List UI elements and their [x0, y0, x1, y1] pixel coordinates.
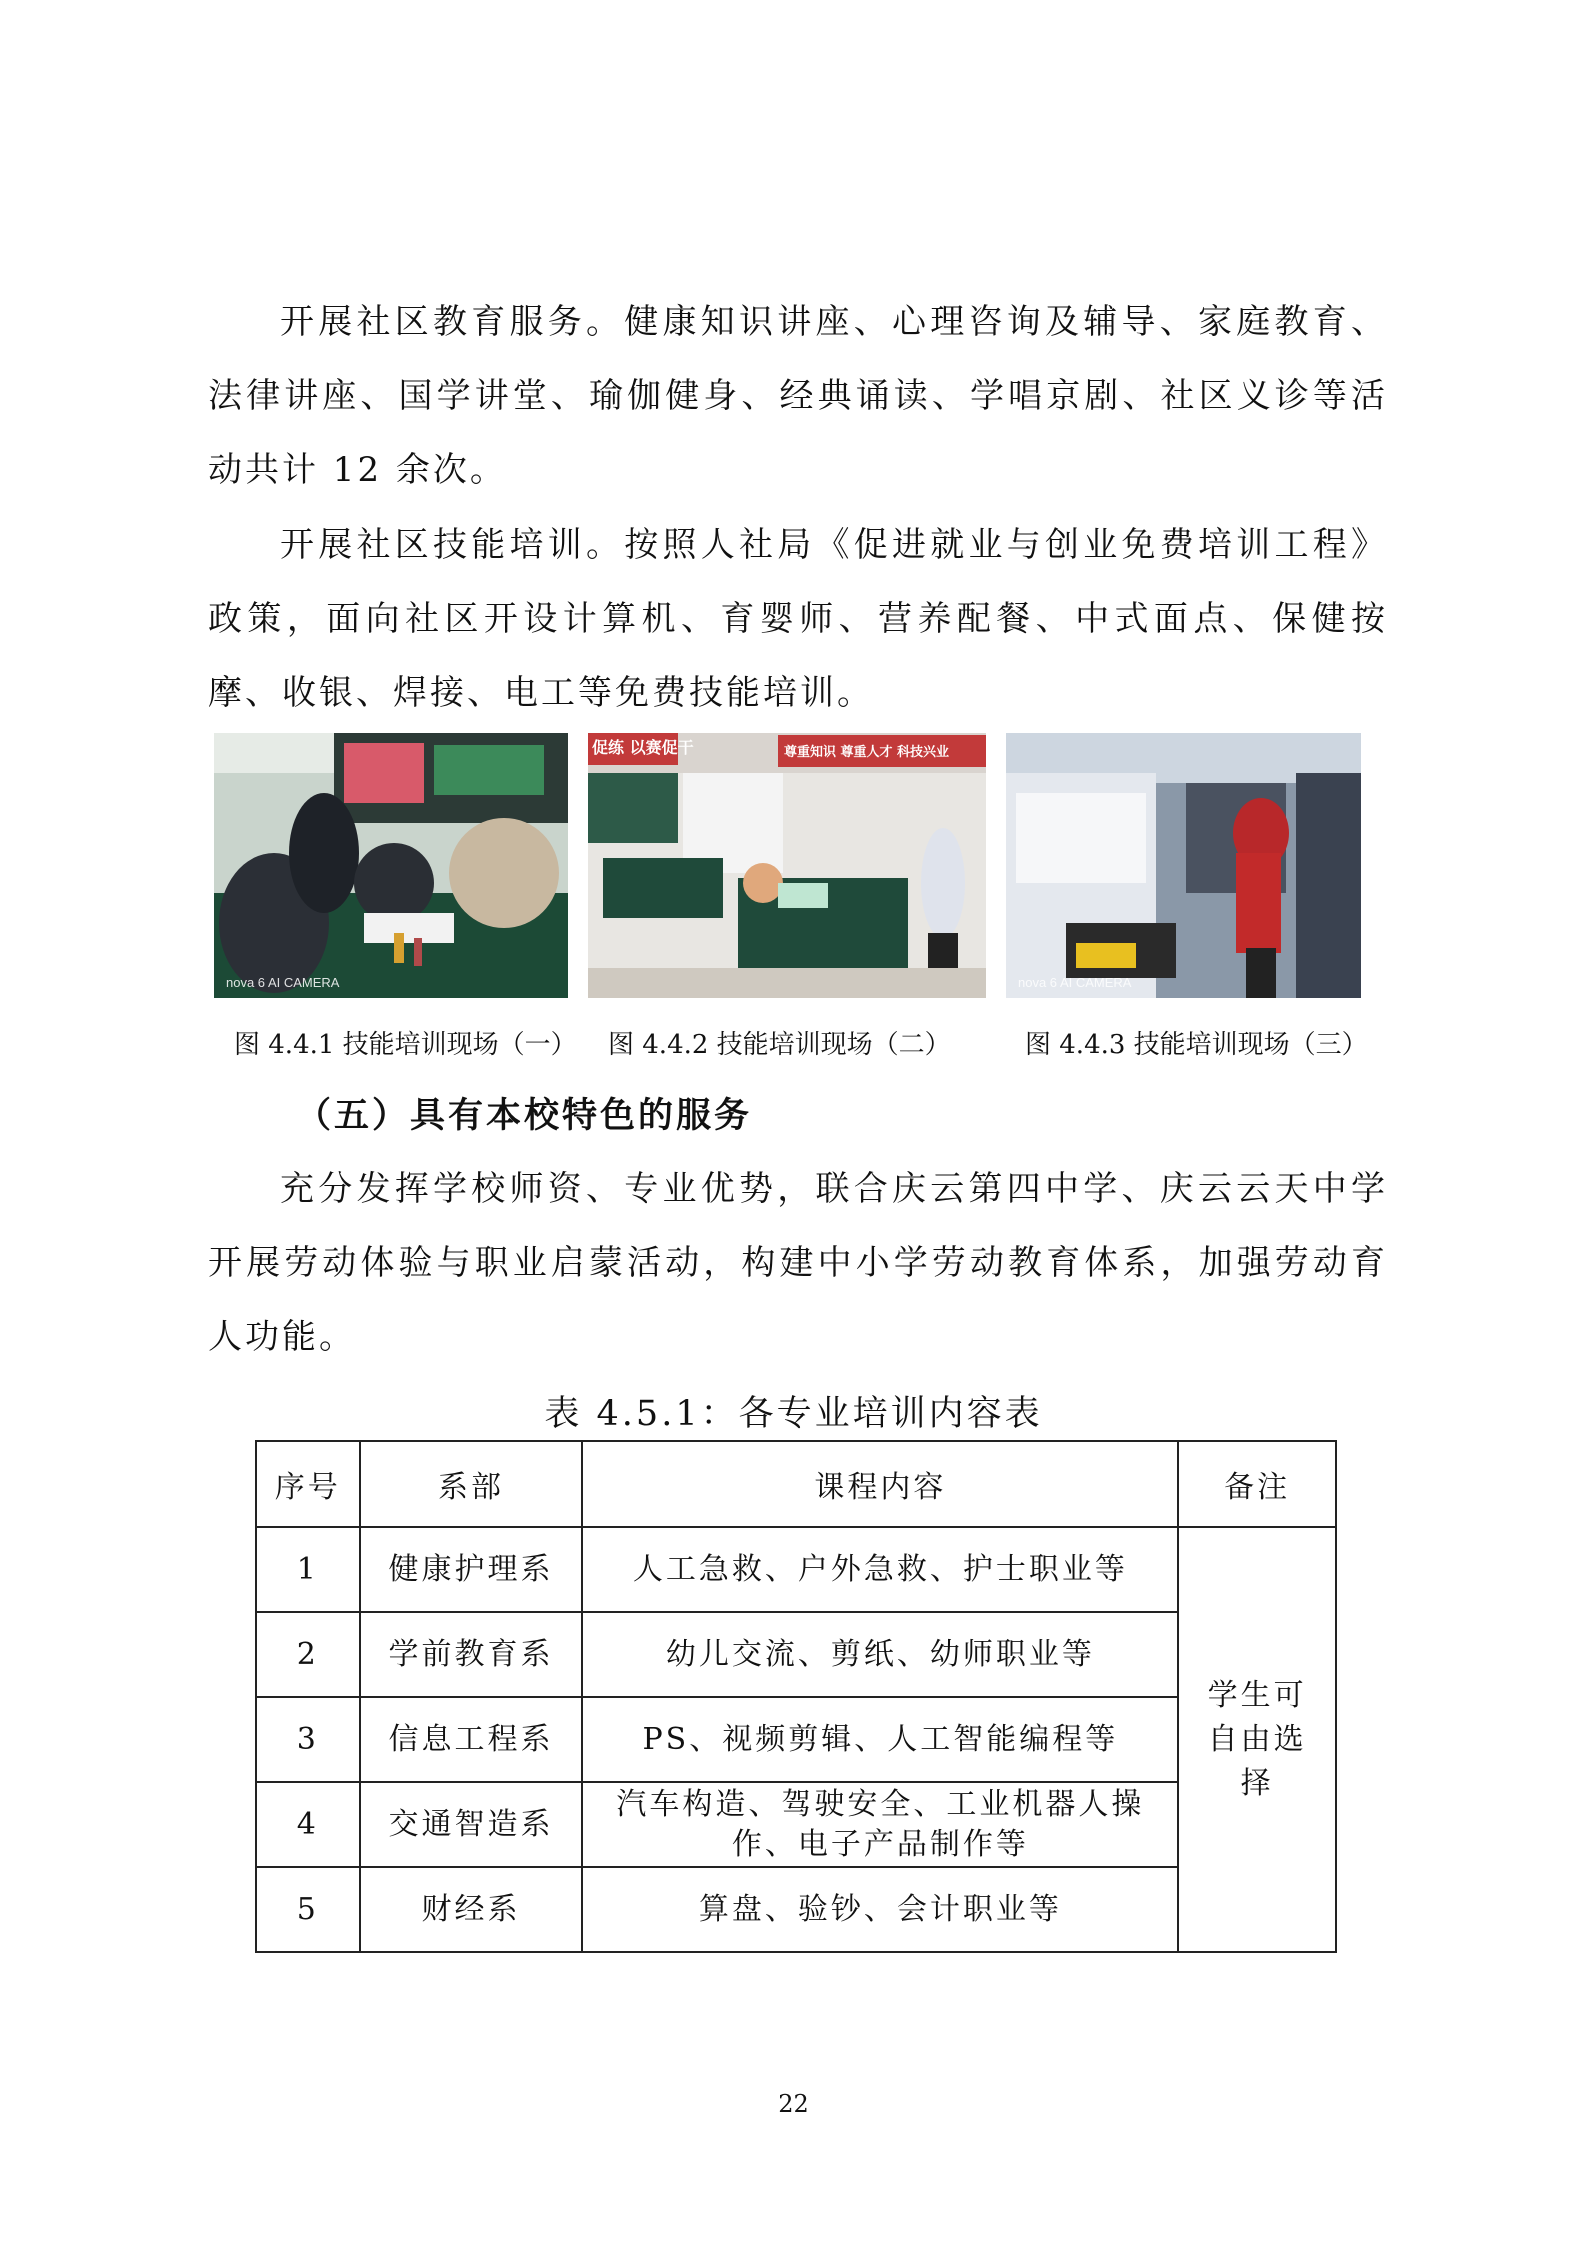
cell-dept: 信息工程系	[360, 1697, 583, 1782]
training-photo-3	[1006, 733, 1361, 998]
header-dept: 系部	[360, 1441, 583, 1527]
section-heading: （五）具有本校特色的服务	[296, 1095, 753, 1136]
camera-watermark: nova 6 AI CAMERA	[226, 975, 340, 990]
cell-content: 汽车构造、驾驶安全、工业机器人操作、电子产品制作等	[582, 1782, 1178, 1867]
table-header-row	[256, 1441, 1336, 1527]
cell-no: 3	[256, 1697, 360, 1782]
cell-content: 人工急救、户外急救、护士职业等	[582, 1527, 1178, 1612]
banner-left: 促练 以赛促干	[592, 738, 694, 757]
figure-caption-1: 图 4.4.1 技能培训现场（一）	[234, 1030, 577, 1060]
table-row	[256, 1527, 1336, 1612]
cell-no: 5	[256, 1867, 360, 1952]
cell-no: 4	[256, 1782, 360, 1867]
cell-note: 学生可自由选择	[1178, 1527, 1336, 1952]
table-row	[256, 1782, 1336, 1867]
header-content: 课程内容	[582, 1441, 1178, 1527]
cell-content: 幼儿交流、剪纸、幼师职业等	[582, 1612, 1178, 1697]
cell-dept: 财经系	[360, 1867, 583, 1952]
cell-no: 1	[256, 1527, 360, 1612]
paragraph-community-education: 开展社区教育服务。健康知识讲座、心理咨询及辅导、家庭教育、法律讲座、国学讲堂、瑜伽健身、经典诵读、学唱京剧、社区义诊等活动共计 12 余次。	[208, 302, 1388, 490]
figure-caption-3: 图 4.4.3 技能培训现场（三）	[1025, 1030, 1368, 1060]
table-row	[256, 1612, 1336, 1697]
header-no: 序号	[256, 1441, 360, 1527]
page-number: 22	[778, 2090, 809, 2118]
paragraph-school-services: 充分发挥学校师资、专业优势，联合庆云第四中学、庆云云天中学开展劳动体验与职业启蒙活动，构建中小学劳动教育体系，加强劳动育人功能。	[208, 1169, 1388, 1357]
cell-content: PS、视频剪辑、人工智能编程等	[582, 1697, 1178, 1782]
table-title: 表 4.5.1：各专业培训内容表	[544, 1394, 1043, 1434]
cell-dept: 学前教育系	[360, 1612, 583, 1697]
training-photo-2	[588, 733, 986, 998]
table-row	[256, 1867, 1336, 1952]
cell-dept: 健康护理系	[360, 1527, 583, 1612]
cell-dept: 交通智造系	[360, 1782, 583, 1867]
banner-right: 尊重知识 尊重人才 科技兴业	[784, 745, 950, 760]
training-photo-1	[214, 733, 568, 998]
figure-caption-2: 图 4.4.2 技能培训现场（二）	[608, 1030, 951, 1060]
table-row	[256, 1697, 1336, 1782]
camera-watermark: nova 6 AI CAMERA	[1018, 975, 1132, 990]
cell-content: 算盘、验钞、会计职业等	[582, 1867, 1178, 1952]
cell-no: 2	[256, 1612, 360, 1697]
course-table	[255, 1440, 1337, 1953]
header-note: 备注	[1178, 1441, 1336, 1527]
paragraph-community-skills: 开展社区技能培训。按照人社局《促进就业与创业免费培训工程》政策，面向社区开设计算机、育婴师、营养配餐、中式面点、保健按摩、收银、焊接、电工等免费技能培训。	[208, 525, 1388, 713]
